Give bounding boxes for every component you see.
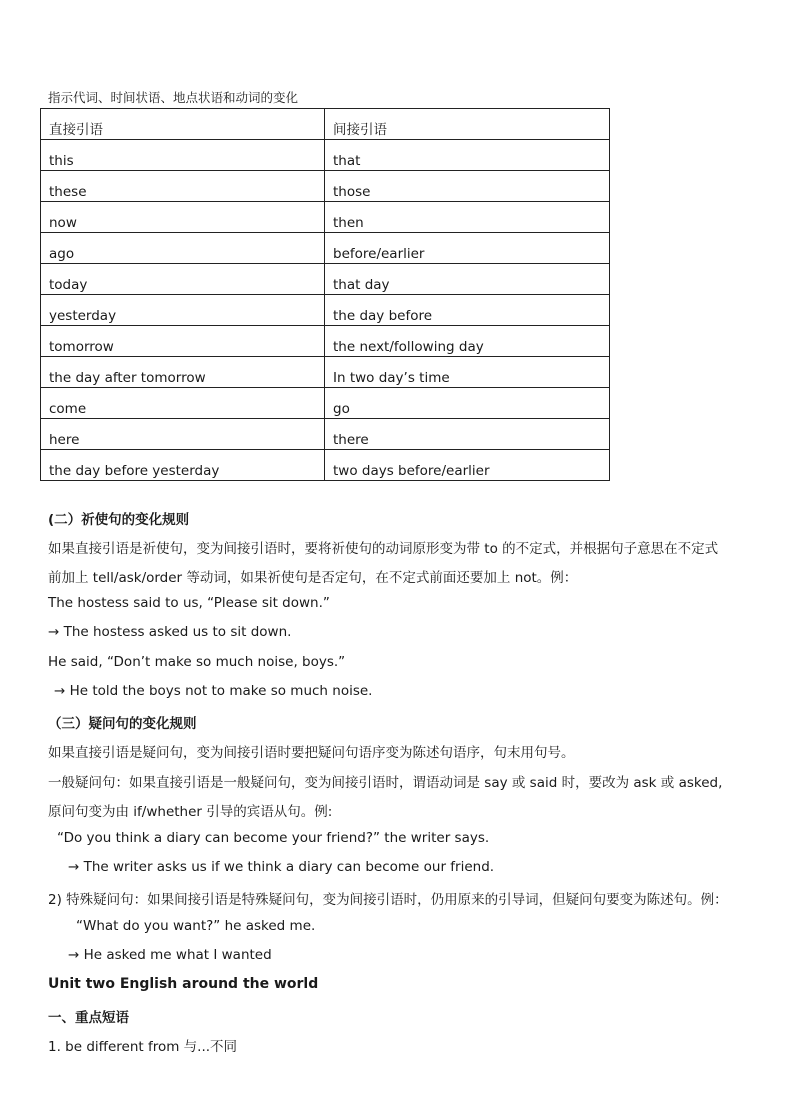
indirect-speech-cell: then [325, 202, 610, 233]
indirect-speech-cell: that day [325, 264, 610, 295]
table-row [41, 171, 610, 202]
unit-subheading: 一、重点短语 [48, 1010, 129, 1026]
direct-speech-cell: this [41, 140, 325, 171]
table-caption: 指示代词、时间状语、地点状语和动词的变化 [48, 90, 299, 105]
indirect-speech-cell: two days before/earlier [325, 450, 610, 481]
example-conversion: → The writer asks us if we think a diary can become our friend. [68, 859, 495, 875]
indirect-speech-cell: go [325, 388, 610, 419]
table-row [41, 140, 610, 171]
direct-speech-cell: here [41, 419, 325, 450]
indirect-speech-cell: that [325, 140, 610, 171]
example-sentence: The hostess said to us, “Please sit down.” [48, 595, 330, 611]
section3-paragraph: 如果直接引语是疑问句，变为间接引语时要把疑问句语序变为陈述句语序，句末用句号。 [48, 745, 575, 761]
table-row [41, 202, 610, 233]
indirect-speech-cell: In two day’s time [325, 357, 610, 388]
direct-speech-cell: 直接引语 [41, 109, 325, 140]
indirect-speech-cell: the day before [325, 295, 610, 326]
section3-heading: （三）疑问句的变化规则 [48, 716, 197, 732]
unit-title: Unit two English around the world [48, 976, 319, 992]
direct-speech-cell: yesterday [41, 295, 325, 326]
speech-conversion-table [40, 108, 610, 481]
table-header-row [41, 109, 610, 140]
phrase-item: 1. be different from 与...不同 [48, 1039, 238, 1055]
table-row [41, 295, 610, 326]
section3-paragraph: 原问句变为由 if/whether 引导的宾语从句。例: [48, 804, 333, 820]
example-sentence: “Do you think a diary can become your friend?” the writer says. [57, 830, 490, 846]
example-sentence: “What do you want?” he asked me. [76, 918, 316, 934]
section2-paragraph: 如果直接引语是祈使句，变为间接引语时，要将祈使句的动词原形变为带 to 的不定式，并根据句子意思在不定式 [48, 541, 719, 557]
direct-speech-cell: ago [41, 233, 325, 264]
indirect-speech-cell: there [325, 419, 610, 450]
table-row [41, 419, 610, 450]
example-conversion: → He asked me what I wanted [68, 947, 272, 963]
direct-speech-cell: tomorrow [41, 326, 325, 357]
indirect-speech-cell: those [325, 171, 610, 202]
direct-speech-cell: now [41, 202, 325, 233]
indirect-speech-cell: before/earlier [325, 233, 610, 264]
example-conversion: → He told the boys not to make so much noise. [54, 683, 373, 699]
table-row [41, 450, 610, 481]
example-conversion: → The hostess asked us to sit down. [48, 624, 292, 640]
example-sentence: He said, “Don’t make so much noise, boys.” [48, 654, 346, 670]
direct-speech-cell: the day before yesterday [41, 450, 325, 481]
table-row [41, 326, 610, 357]
direct-speech-cell: today [41, 264, 325, 295]
section3-paragraph: 2) 特殊疑问句：如果间接引语是特殊疑问句，变为间接引语时，仍用原来的引导词，但疑问句要变为陈述句。例： [48, 892, 728, 908]
section2-paragraph: 前加上 tell/ask/order 等动词，如果祈使句是否定句，在不定式前面还要加上 not。例： [48, 570, 578, 586]
direct-speech-cell: these [41, 171, 325, 202]
table-row [41, 264, 610, 295]
direct-speech-cell: the day after tomorrow [41, 357, 325, 388]
indirect-speech-cell: 间接引语 [325, 109, 610, 140]
direct-speech-cell: come [41, 388, 325, 419]
section2-heading: (二）祈使句的变化规则 [48, 512, 190, 528]
indirect-speech-cell: the next/following day [325, 326, 610, 357]
table-row [41, 233, 610, 264]
table-row [41, 388, 610, 419]
table-row [41, 357, 610, 388]
section3-paragraph: 一般疑问句：如果直接引语是一般疑问句，变为间接引语时，谓语动词是 say 或 said 时，要改为 ask 或 asked, [48, 775, 723, 791]
